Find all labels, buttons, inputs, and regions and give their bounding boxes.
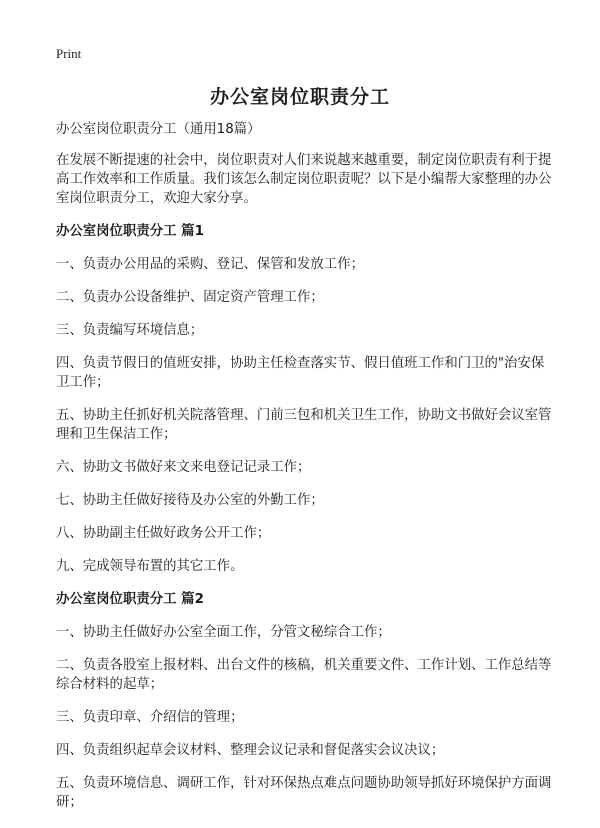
list-item: 七、协助主任做好接待及办公室的外勤工作； bbox=[56, 493, 324, 508]
list-item: 一、协助主任做好办公室全面工作，分管文秘综合工作； bbox=[56, 625, 391, 640]
document-body bbox=[56, 120, 554, 826]
section-heading: 办公室岗位职责分工 篇2 bbox=[56, 592, 204, 607]
list-item: 九、完成领导布置的其它工作。 bbox=[56, 559, 244, 574]
document-title: 办公室岗位职责分工 bbox=[209, 86, 390, 108]
list-item: 八、协助副主任做好政务公开工作； bbox=[56, 526, 271, 541]
list-item: 三、负责编写环境信息； bbox=[56, 323, 204, 338]
print-label[interactable]: Print bbox=[56, 46, 82, 61]
list-item: 五、协助主任抓好机关院落管理、门前三包和机关卫生工作，协助文书做好会议室管理和卫生保洁工作； bbox=[56, 408, 552, 442]
list-item: 六、协助文书做好来文来电登记记录工作； bbox=[56, 460, 311, 475]
list-item: 五、负责环境信息、调研工作，针对环保热点难点问题协助领导抓好环境保护方面调研； bbox=[56, 776, 552, 810]
list-item: 四、负责组织起草会议材料、整理会议记录和督促落实会议决议； bbox=[56, 743, 445, 758]
document-subtitle: 办公室岗位职责分工（通用18篇） bbox=[56, 122, 261, 137]
list-item: 二、负责各股室上报材料、出台文件的核稿，机关重要文件、工作计划、工作总结等综合材料的起草； bbox=[56, 658, 552, 692]
list-item: 一、负责办公用品的采购、登记、保管和发放工作； bbox=[56, 257, 364, 272]
list-item: 二、负责办公设备维护、固定资产管理工作； bbox=[56, 290, 324, 305]
list-item: 三、负责印章、介绍信的管理； bbox=[56, 710, 244, 725]
list-item: 四、负责节假日的值班安排，协助主任检查落实节、假日值班工作和门卫的"治安保卫工作； bbox=[56, 356, 545, 390]
intro-paragraph: 在发展不断提速的社会中，岗位职责对人们来说越来越重要，制定岗位职责有利于提高工作效率和工作质量。我们该怎么制定岗位职责呢？以下是小编帮大家整理的办公室岗位职责分工，欢迎大家分享。 bbox=[56, 153, 552, 206]
section-heading: 办公室岗位职责分工 篇1 bbox=[56, 224, 204, 239]
